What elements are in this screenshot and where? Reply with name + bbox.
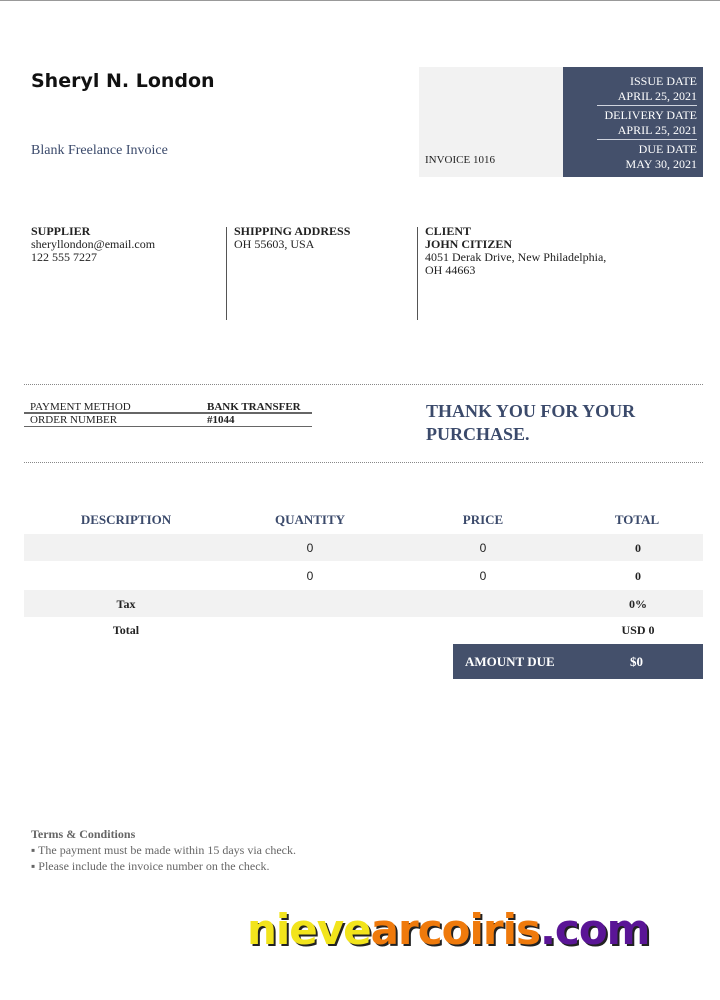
supplier-name: Sheryl N. London xyxy=(31,70,215,92)
watermark-part: arcoiris xyxy=(370,905,540,954)
header-total: TOTAL xyxy=(614,512,660,527)
client-block xyxy=(425,225,606,277)
table-row xyxy=(24,562,703,589)
total-row xyxy=(24,616,703,643)
table-row xyxy=(24,534,703,561)
row-quantity: 0 xyxy=(306,569,314,583)
thank-you-message: THANK YOU FOR YOUR PURCHASE. xyxy=(426,401,636,444)
delivery-date-value: APRIL 25, 2021 xyxy=(617,123,697,137)
invoice-subtitle: Blank Freelance Invoice xyxy=(31,143,168,158)
tax-row xyxy=(24,590,703,617)
client-label: CLIENT xyxy=(425,224,472,238)
supplier-block xyxy=(31,225,155,264)
amount-due-label: AMOUNT DUE xyxy=(465,654,555,669)
header-price: PRICE xyxy=(462,512,504,527)
due-date xyxy=(597,142,697,173)
issue-date-value: APRIL 25, 2021 xyxy=(617,89,697,103)
delivery-date-label: DELIVERY DATE xyxy=(604,108,697,122)
shipping-label: SHIPPING ADDRESS xyxy=(234,224,351,238)
delivery-date xyxy=(597,108,697,140)
shipping-address: OH 55603, USA xyxy=(234,237,315,251)
row-total: 0 xyxy=(635,541,641,555)
divider xyxy=(226,227,227,320)
terms-section xyxy=(31,826,296,874)
row-total: 0 xyxy=(635,569,641,583)
due-date-value: MAY 30, 2021 xyxy=(625,157,697,171)
header-quantity: QUANTITY xyxy=(274,512,346,527)
top-border xyxy=(0,0,720,1)
row-price: 0 xyxy=(479,569,487,583)
terms-item: ▪ Please include the invoice number on the check. xyxy=(31,859,270,873)
terms-title: Terms & Conditions xyxy=(31,827,136,841)
supplier-email: sheryllondon@email.com xyxy=(31,237,156,251)
dotted-divider xyxy=(24,384,703,385)
divider xyxy=(417,227,418,320)
order-number-value: #1044 xyxy=(207,414,235,426)
order-number-label: ORDER NUMBER xyxy=(30,414,118,426)
amount-due-value: $0 xyxy=(630,654,643,669)
client-name: JOHN CITIZEN xyxy=(425,237,513,251)
terms-item-text: Please include the invoice number on the check. xyxy=(38,859,270,873)
payment-method-label: PAYMENT METHOD xyxy=(30,401,131,413)
supplier-phone: 122 555 7227 xyxy=(31,250,97,264)
client-address-2: OH 44663 xyxy=(425,263,476,277)
row-quantity: 0 xyxy=(306,541,314,555)
dates-box xyxy=(563,67,703,177)
watermark-logo xyxy=(247,905,649,954)
amount-due-box xyxy=(453,644,703,679)
issue-date xyxy=(597,74,697,106)
supplier-label: SUPPLIER xyxy=(31,224,91,238)
invoice-number: INVOICE 1016 xyxy=(425,154,495,166)
payment-method-value: BANK TRANSFER xyxy=(207,401,301,413)
payment-info xyxy=(24,401,312,427)
terms-item-text: The payment must be made within 15 days via check. xyxy=(38,843,296,857)
dotted-divider xyxy=(24,462,703,463)
issue-date-label: ISSUE DATE xyxy=(629,74,697,88)
terms-item: ▪ The payment must be made within 15 days via check. xyxy=(31,843,296,857)
client-address: 4051 Derak Drive, New Philadelphia, xyxy=(425,250,607,264)
header-description: DESCRIPTION xyxy=(80,512,172,527)
watermark-part: nieve xyxy=(247,905,371,954)
tax-value: 0% xyxy=(629,597,647,611)
total-value: USD 0 xyxy=(621,623,655,637)
watermark-part: .com xyxy=(539,905,650,954)
total-label: Total xyxy=(112,623,140,637)
tax-label: Tax xyxy=(116,597,136,611)
shipping-block xyxy=(234,225,350,251)
row-price: 0 xyxy=(479,541,487,555)
due-date-label: DUE DATE xyxy=(638,142,697,156)
